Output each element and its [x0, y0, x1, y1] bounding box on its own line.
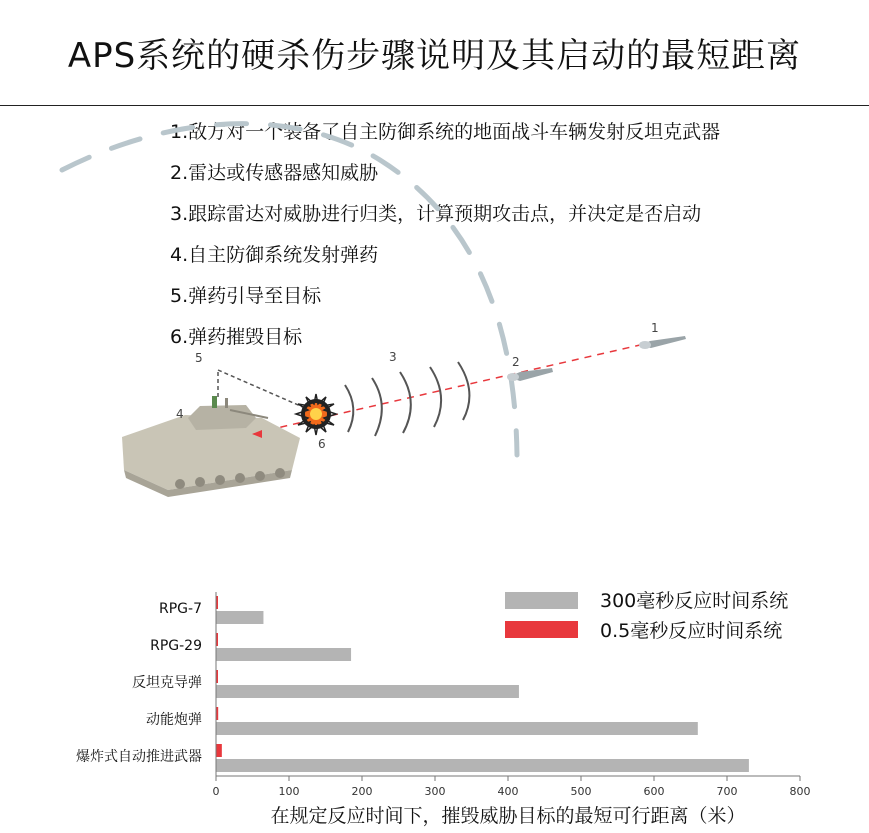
x-tick-label: 400	[497, 785, 519, 798]
bar-300ms-0	[216, 611, 263, 624]
x-axis-label: 在规定反应时间下，摧毁威胁目标的最短可行距离（米）	[270, 805, 746, 827]
x-ticks	[213, 776, 811, 798]
category-label-2: 反坦克导弹	[132, 675, 202, 691]
page-title: APS系统的硬杀伤步骤说明及其启动的最短距离	[67, 36, 802, 76]
x-tick-label: 500	[570, 785, 592, 798]
bar-300ms-3	[216, 722, 698, 735]
step-item: 5.弹药引导至目标	[170, 285, 322, 307]
diagram-label-1: 1	[651, 321, 659, 335]
legend-swatch-gray	[505, 592, 578, 609]
bar-300ms-2	[216, 685, 519, 698]
x-tick-label: 200	[351, 785, 373, 798]
x-tick-label: 800	[789, 785, 811, 798]
category-label-3: 动能炮弹	[146, 712, 202, 728]
category-label-4: 爆炸式自动推进武器	[76, 749, 202, 765]
diagram-label-5: 5	[195, 351, 203, 365]
step-item: 6.弹药摧毁目标	[170, 326, 303, 348]
x-tick-label: 300	[424, 785, 446, 798]
category-label-1: RPG-29	[150, 638, 202, 654]
bar-300ms-1	[216, 648, 351, 661]
x-tick-label: 100	[278, 785, 300, 798]
step-item: 1.敌方对一个装备了自主防御系统的地面战斗车辆发射反坦克武器	[170, 121, 721, 143]
diagram-label-6: 6	[318, 437, 326, 451]
diagram-label-2: 2	[512, 355, 520, 369]
legend-swatch-red	[505, 621, 578, 638]
x-tick-label: 0	[212, 785, 220, 798]
x-tick-label: 700	[716, 785, 738, 798]
category-label-0: RPG-7	[159, 601, 202, 617]
legend-label-300ms: 300毫秒反应时间系统	[600, 590, 789, 612]
step-item: 4.自主防御系统发射弹药	[170, 244, 379, 266]
step-item: 3.跟踪雷达对威胁进行归类，计算预期攻击点，并决定是否启动	[170, 203, 702, 225]
bar-0.5ms-4	[216, 744, 222, 757]
diagram-label-4: 4	[176, 407, 184, 421]
category-labels	[76, 601, 202, 765]
bar-300ms-4	[216, 759, 749, 772]
step-item: 2.雷达或传感器感知威胁	[170, 162, 379, 184]
legend-label-0.5ms: 0.5毫秒反应时间系统	[600, 620, 783, 642]
x-tick-label: 600	[643, 785, 665, 798]
diagram-label-3: 3	[389, 350, 397, 364]
